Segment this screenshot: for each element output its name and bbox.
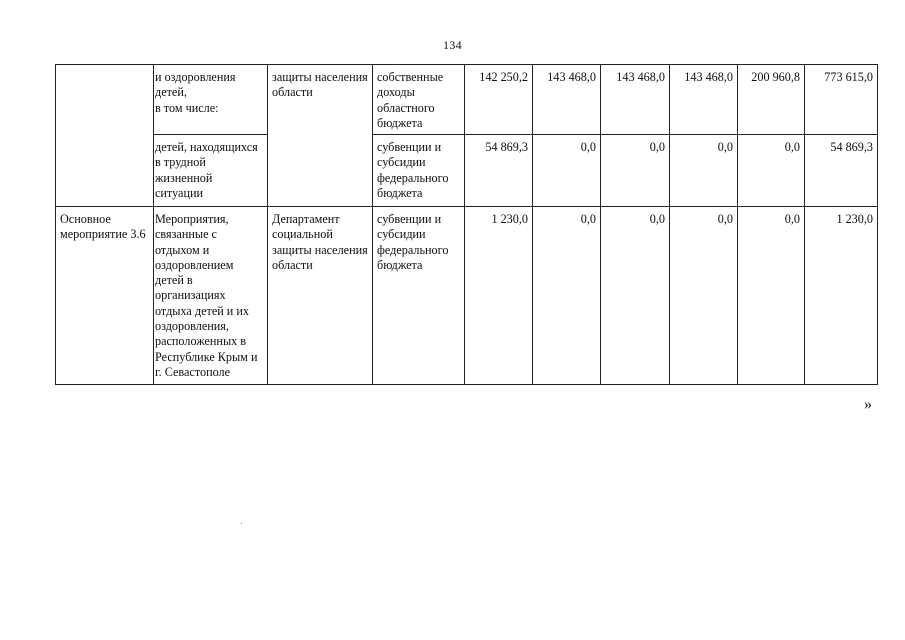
value-cell: 1 230,0	[465, 207, 533, 385]
activity-name-cell: Мероприятия, связанные с отдыхом и оздоровлением детей в организациях отдыха детей и их оздоровления, расположенных в Республике Крым и г. Севастополе	[154, 207, 268, 385]
value-cell: 0,0	[533, 135, 601, 207]
value-cell: 0,0	[738, 135, 805, 207]
value-cell: 0,0	[738, 207, 805, 385]
value-cell: 0,0	[533, 207, 601, 385]
value-cell: 0,0	[601, 135, 670, 207]
funding-source-cell: субвенции и субсидии федерального бюджета	[373, 135, 465, 207]
activity-name-cell: и оздоровления детей, в том числе:	[154, 65, 268, 135]
executor-cell: защиты населения области	[268, 65, 373, 207]
activity-code-cell: Основное мероприятие 3.6	[56, 207, 154, 385]
value-cell: 0,0	[601, 207, 670, 385]
value-cell: 143 468,0	[670, 65, 738, 135]
scan-speck	[241, 523, 242, 524]
funding-source-cell: собственные доходы областного бюджета	[373, 65, 465, 135]
value-cell: 143 468,0	[601, 65, 670, 135]
total-value-cell: 773 615,0	[805, 65, 878, 135]
total-value-cell: 54 869,3	[805, 135, 878, 207]
value-cell: 0,0	[670, 135, 738, 207]
table-row	[56, 207, 878, 385]
value-cell: 143 468,0	[533, 65, 601, 135]
value-cell: 200 960,8	[738, 65, 805, 135]
total-value-cell: 1 230,0	[805, 207, 878, 385]
activity-code-cell	[56, 65, 154, 207]
value-cell: 54 869,3	[465, 135, 533, 207]
page-number: 134	[443, 38, 462, 52]
table-row	[56, 65, 878, 135]
value-cell: 142 250,2	[465, 65, 533, 135]
budget-table	[55, 64, 878, 385]
executor-cell: Департамент социальной защиты населения области	[268, 207, 373, 385]
activity-name-cell: детей, находящихся в трудной жизненной ситуации	[154, 135, 268, 207]
table-row	[56, 135, 878, 207]
closing-quote: »	[864, 396, 872, 413]
value-cell: 0,0	[670, 207, 738, 385]
funding-source-cell: субвенции и субсидии федерального бюджета	[373, 207, 465, 385]
